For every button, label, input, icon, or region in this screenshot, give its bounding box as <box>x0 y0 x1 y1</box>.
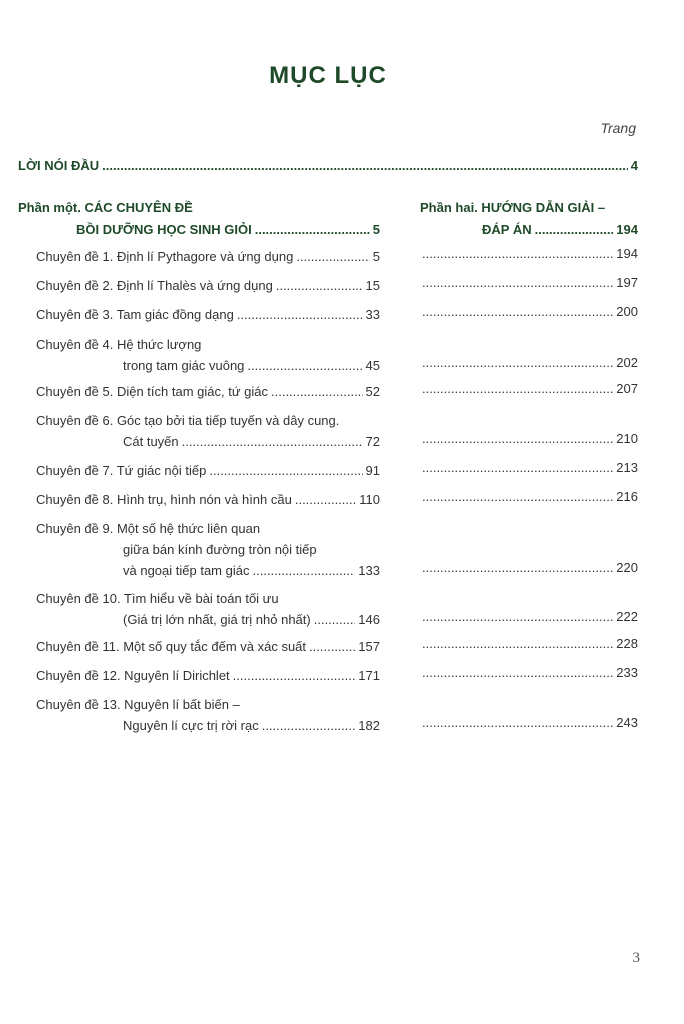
entry-title: Chuyên đề 11. Một số quy tắc đếm và xác suất <box>36 639 307 654</box>
toc-preface-row[interactable] <box>18 158 638 173</box>
answer-page: 233 <box>616 665 638 680</box>
answer-page-row[interactable] <box>422 715 638 730</box>
toc-entry[interactable] <box>36 636 380 657</box>
entry-title-continuation: và ngoại tiếp tam giác <box>123 563 250 578</box>
entry-page: 52 <box>365 384 380 399</box>
entry-page: 182 <box>358 718 380 733</box>
answer-page-row[interactable] <box>422 304 638 319</box>
part-one-page: 5 <box>372 222 380 237</box>
answer-page: 194 <box>616 246 638 261</box>
dot-leader <box>422 381 613 396</box>
dot-leader <box>422 665 613 680</box>
entry-page: 171 <box>358 668 380 683</box>
entry-page: 72 <box>365 434 380 449</box>
entry-title-continuation: (Giá trị lớn nhất, giá trị nhỏ nhất) <box>123 612 311 627</box>
preface-label: LỜI NÓI ĐẦU <box>18 158 100 173</box>
dot-leader <box>422 304 613 319</box>
part-one-title-line1: Phần một. CÁC CHUYÊN ĐỀ <box>18 200 193 215</box>
entry-title: Chuyên đề 12. Nguyên lí Dirichlet <box>36 668 230 683</box>
dot-leader <box>309 636 355 657</box>
answer-page-row[interactable] <box>422 665 638 680</box>
entry-title: Chuyên đề 8. Hình trụ, hình nón và hình cầu <box>36 492 292 507</box>
dot-leader <box>314 609 356 630</box>
toc-entry[interactable] <box>36 588 380 630</box>
entry-title-continuation: Nguyên lí cực trị rời rạc <box>123 718 259 733</box>
entry-page: 133 <box>358 563 380 578</box>
entry-page: 110 <box>359 492 380 507</box>
entry-title: Chuyên đề 10. Tìm hiểu về bài toán tối ưu <box>36 591 279 606</box>
answer-page: 216 <box>616 489 638 504</box>
part-one-heading[interactable] <box>18 197 380 241</box>
answer-page: 210 <box>616 431 638 446</box>
answer-page-row[interactable] <box>422 460 638 475</box>
preface-page: 4 <box>630 158 638 173</box>
dot-leader <box>209 460 362 481</box>
dot-leader <box>271 381 363 402</box>
answer-page-row[interactable] <box>422 636 638 651</box>
answer-page-row[interactable] <box>422 431 638 446</box>
answer-page: 220 <box>616 560 638 575</box>
entry-title: Chuyên đề 9. Một số hệ thức liên quan <box>36 521 261 536</box>
entry-title: Chuyên đề 4. Hệ thức lượng <box>36 337 202 352</box>
entry-title: Chuyên đề 13. Nguyên lí bất biến – <box>36 697 240 712</box>
entry-title: Chuyên đề 1. Định lí Pythagore và ứng dụng <box>36 249 294 264</box>
dot-leader <box>262 715 356 736</box>
answer-page: 222 <box>616 609 638 624</box>
answer-page: 213 <box>616 460 638 475</box>
dot-leader <box>255 219 370 241</box>
entry-title-continuation: trong tam giác vuông <box>123 358 245 373</box>
entry-page: 146 <box>358 612 380 627</box>
dot-leader <box>247 355 362 376</box>
entry-page: 91 <box>365 463 380 478</box>
dot-leader <box>182 431 363 452</box>
answer-page-row[interactable] <box>422 489 638 504</box>
entry-title-continuation: giữa bán kính đường tròn nội tiếp <box>123 542 317 557</box>
entry-page: 33 <box>365 307 380 322</box>
answer-page: 243 <box>616 715 638 730</box>
dot-leader <box>233 665 356 686</box>
dot-leader <box>102 158 628 173</box>
entry-page: 15 <box>365 278 380 293</box>
answer-page-row[interactable] <box>422 381 638 396</box>
dot-leader <box>422 275 613 290</box>
dot-leader <box>422 609 613 624</box>
toc-entry[interactable] <box>36 694 380 736</box>
dot-leader <box>422 715 613 730</box>
toc-entry[interactable] <box>36 460 380 481</box>
dot-leader <box>276 275 363 296</box>
page-column-label: Trang <box>600 120 636 136</box>
page-number: 3 <box>632 950 640 966</box>
entry-page: 5 <box>372 249 380 264</box>
answer-page: 207 <box>616 381 638 396</box>
dot-leader <box>422 560 613 575</box>
part-two-title-line1: Phần hai. HƯỚNG DẪN GIẢI – <box>420 200 606 215</box>
entry-page: 157 <box>358 639 380 654</box>
answer-page: 200 <box>616 304 638 319</box>
entry-title: Chuyên đề 6. Góc tạo bởi tia tiếp tuyến và dây cung. <box>36 413 340 428</box>
toc-entry[interactable] <box>36 665 380 686</box>
answer-page-row[interactable] <box>422 355 638 370</box>
toc-entry[interactable] <box>36 518 380 581</box>
answer-page-row[interactable] <box>422 275 638 290</box>
answer-page: 228 <box>616 636 638 651</box>
entry-title: Chuyên đề 7. Tứ giác nội tiếp <box>36 463 207 478</box>
part-two-title-line2: ĐÁP ÁN <box>482 222 532 237</box>
part-two-heading[interactable] <box>420 197 638 241</box>
entry-title: Chuyên đề 5. Diện tích tam giác, tứ giác <box>36 384 268 399</box>
dot-leader <box>422 431 613 446</box>
answer-page-row[interactable] <box>422 560 638 575</box>
entry-page: 45 <box>365 358 380 373</box>
page-title: MỤC LỤC <box>269 62 387 89</box>
dot-leader <box>422 489 613 504</box>
dot-leader <box>422 355 613 370</box>
dot-leader <box>422 246 613 261</box>
entry-title: Chuyên đề 2. Định lí Thalès và ứng dụng <box>36 278 273 293</box>
entry-title: Chuyên đề 3. Tam giác đồng dạng <box>36 307 234 322</box>
dot-leader <box>422 460 613 475</box>
toc-entry[interactable] <box>36 275 380 296</box>
toc-entry[interactable] <box>36 489 380 510</box>
toc-entry[interactable] <box>36 410 380 452</box>
toc-entry[interactable] <box>36 334 380 376</box>
part-one-title-line2: BỒI DƯỠNG HỌC SINH GIỎI <box>76 222 252 237</box>
toc-entry[interactable] <box>36 304 380 325</box>
toc-entry[interactable] <box>36 381 380 402</box>
answer-page: 197 <box>616 275 638 290</box>
answer-page: 202 <box>616 355 638 370</box>
entry-title-continuation: Cát tuyến <box>123 434 179 449</box>
dot-leader <box>296 246 369 267</box>
dot-leader <box>422 636 613 651</box>
dot-leader <box>237 304 363 325</box>
dot-leader <box>252 560 355 581</box>
dot-leader <box>295 489 356 510</box>
dot-leader <box>535 219 614 241</box>
part-two-page: 194 <box>616 222 638 237</box>
answer-page-row[interactable] <box>422 246 638 261</box>
answer-page-row[interactable] <box>422 609 638 624</box>
toc-entry[interactable] <box>36 246 380 267</box>
